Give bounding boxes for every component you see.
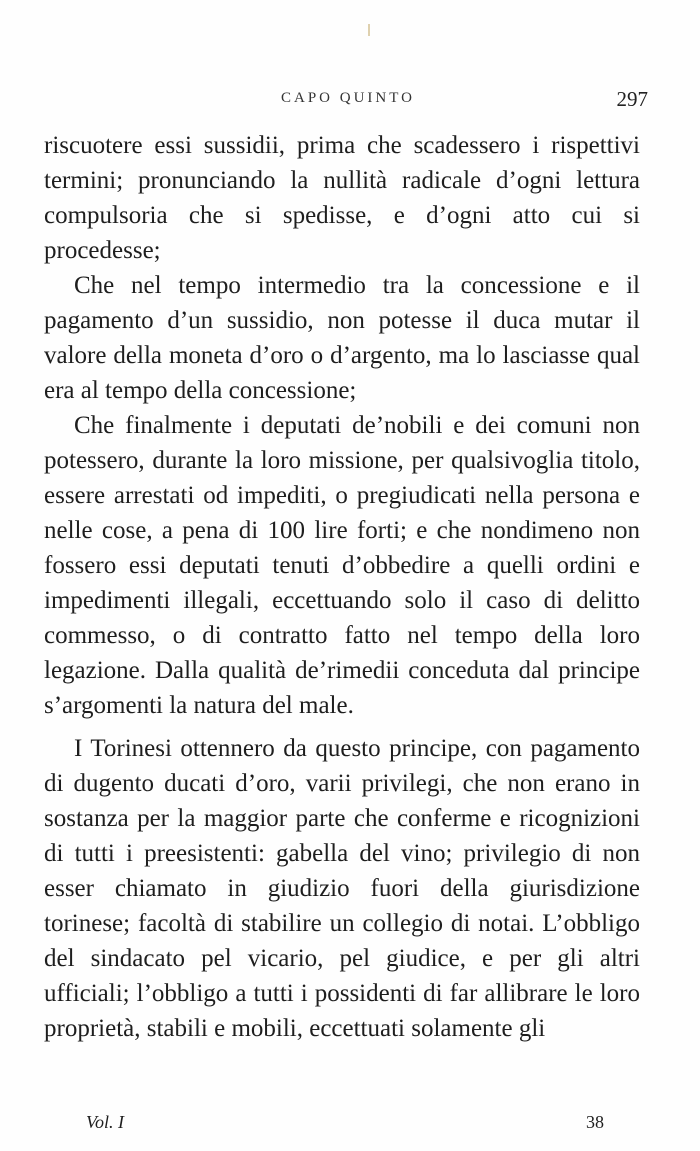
running-head [44,87,652,118]
paper-mark [368,24,370,36]
volume-label: Vol. I [86,1112,124,1132]
signature-number: 38 [586,1112,604,1132]
page-number: 297 [616,87,648,111]
paragraph: I Torinesi ottennero da questo principe, con pagamento di dugento ducati d’oro, varii privilegi, che non erano in sostanza per la maggior parte che conferme e ricognizioni di tutti i preesistenti: gabella del vino; privilegio di non esser chiamato in giudizio fuori della giurisdizione torinese; facoltà di stabilire un collegio di notai. L’obbligo del sindacato pel vicario, pel giudice, e per gli altri ufficiali; l’obbligo a tutti i possidenti di far allibrare le loro proprietà, stabili e mobili, eccettuati solamente gli [44,735,640,1042]
paragraph: Che finalmente i deputati de’nobili e dei comuni non potessero, durante la loro missione, per qualsivoglia titolo, essere arrestati od impediti, o pregiudicati nella persona e nelle cose, a pena di 100 lire forti; e che nondimeno non fossero essi deputati tenuti d’obbedire a quelli ordini e impedimenti illegali, eccettuando solo il caso di delitto commesso, o di contratto fatto nel tempo della loro legazione. Dalla qualità de’rimedii conceduta dal principe s’argomenti la natura del male. [44,412,640,719]
paragraph: Che nel tempo intermedio tra la concessione e il pagamento d’un sussidio, non potesse il duca mutar il valore della moneta d’oro o d’argento, ma lo lasciasse qual era al tempo della concessione; [44,272,640,404]
body-text [44,128,640,1046]
paragraph-continuation: riscuotere essi sussidii, prima che scadessero i rispettivi termini; pronunciando la nullità radicale d’ogni lettura compulsoria che si spedisse, e d’ogni atto cui si procedesse; [44,132,640,264]
page-footer [44,1112,604,1138]
running-title: CAPO QUINTO [281,90,415,106]
